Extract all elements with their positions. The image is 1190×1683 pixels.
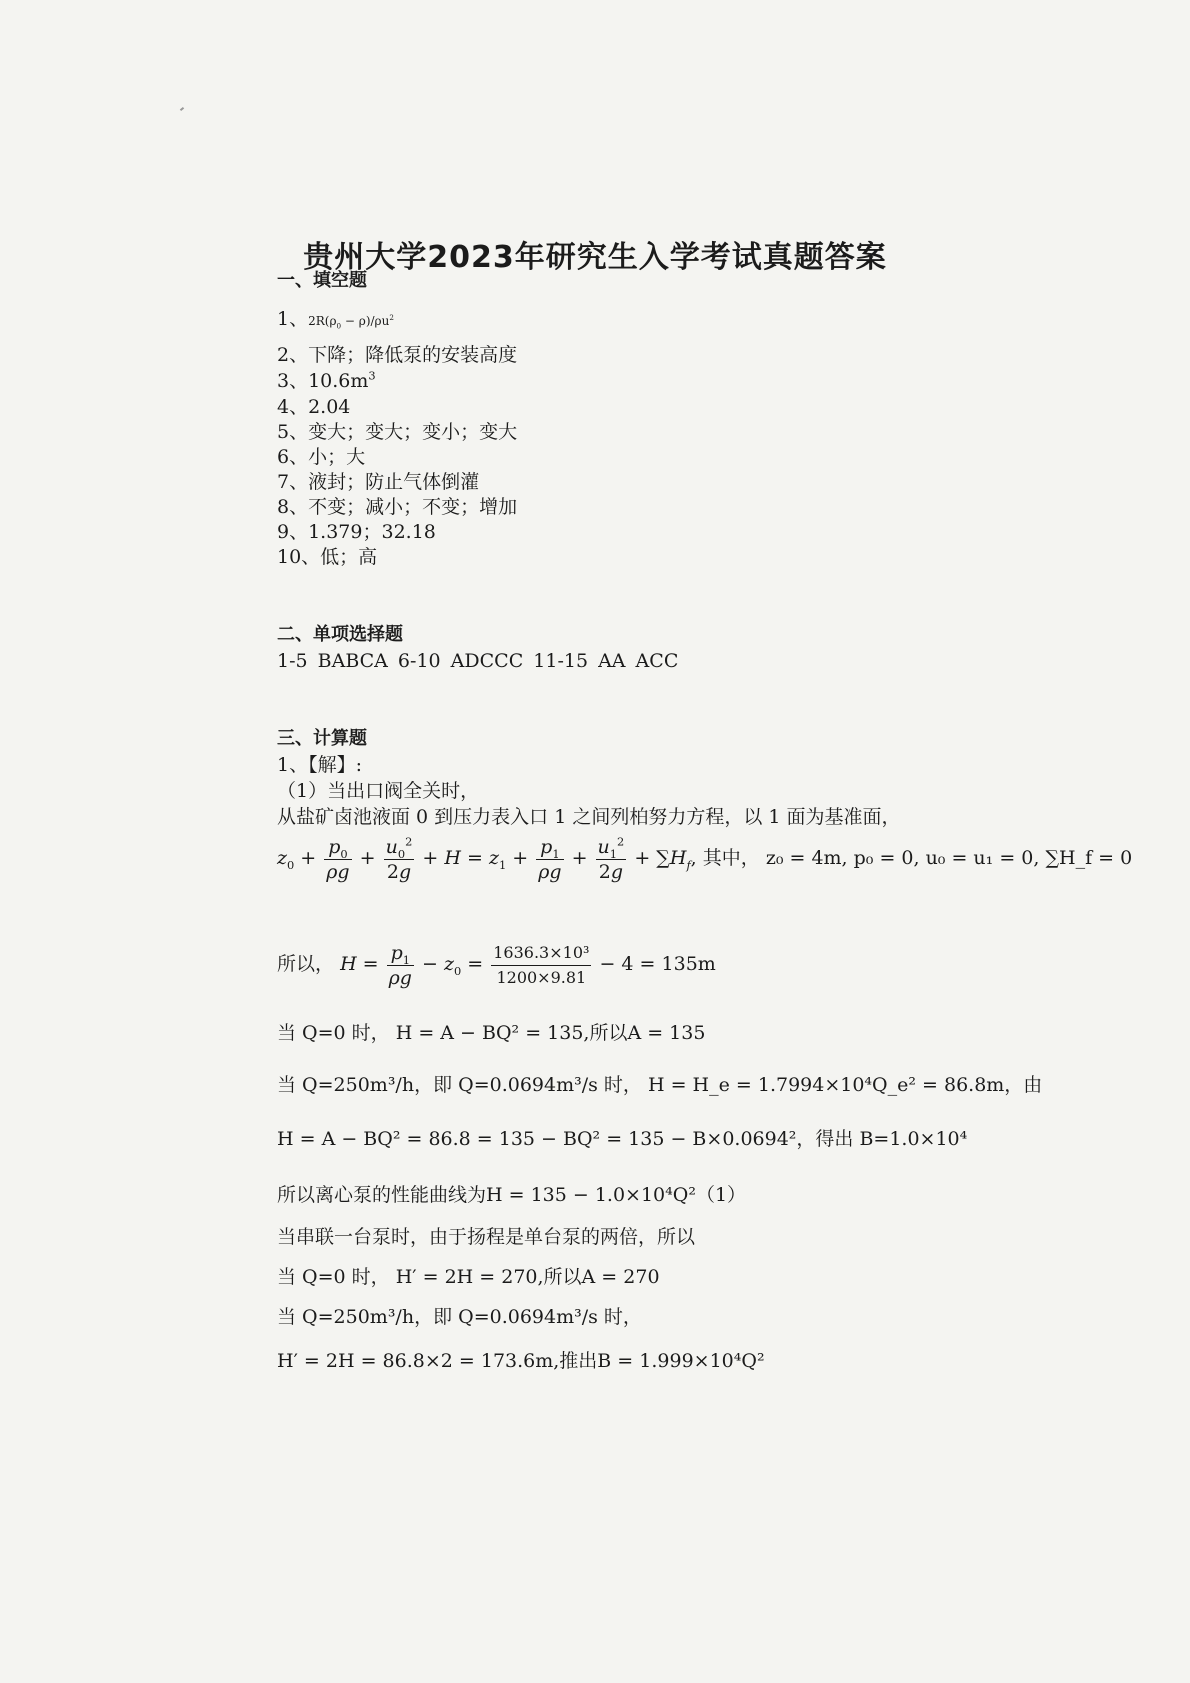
line-q0: 当 Q=0 时， H = A − BQ² = 135,所以A = 135 bbox=[277, 1022, 706, 1044]
head-calculation: 所以， H = $\frac{p_1}{\rho g}$ − $z_0$ = $\frac{\text{1636.3×10³}}{1200\times 9.81}$ − 4 = 135m bbox=[277, 941, 716, 989]
bernoulli-conditions: z₀ = 4m, p₀ = 0, u₀ = u₁ = 0, ∑H_f = 0 bbox=[765, 847, 1133, 869]
fill-item-1: 1、$2R(\rho_0 - \rho)/\rho u^2$ bbox=[277, 308, 394, 331]
line-solve-B: H = A − BQ² = 86.8 = 135 − BQ² = 135 − B×0.0694²，得出 B=1.0×10⁴ bbox=[277, 1128, 968, 1150]
head-result: − 4 = 135m bbox=[599, 953, 716, 975]
part-1-text: （1）当出口阀全关时， bbox=[277, 780, 480, 802]
eq-where-label: 其中， bbox=[702, 847, 760, 869]
line-q250-series: 当 Q=250m³/h，即 Q=0.0694m³/s 时， bbox=[277, 1306, 642, 1328]
head-numerator: 1636.3×10³ bbox=[491, 941, 591, 966]
page-title: 贵州大学2023年研究生入学考试真题答案 bbox=[303, 240, 887, 275]
so-prefix: 所以， bbox=[277, 953, 335, 975]
bernoulli-equation: $z_0$ + $\frac{p_0}{\rho g}$ + $\frac{u_0^2}{2g}$ + $H = z_1$ + $\frac{p_1}{\rho g}$ + $\frac{u_1^2}{2g}$ + $\sum H_f$, 其中， z₀ = 4m, p₀ = 0, u₀ = u₁ = 0, ∑H_f = 0 bbox=[277, 834, 1133, 883]
fill-item-2: 2、下降；降低泵的安装高度 bbox=[277, 344, 518, 366]
line-q250-condition: 当 Q=250m³/h，即 Q=0.0694m³/s 时， bbox=[277, 1074, 642, 1096]
head-denominator: 1200×9.81 bbox=[496, 967, 587, 987]
fill-item-10: 10、低；高 bbox=[277, 546, 378, 568]
section-heading-single-choice: 二、单项选择题 bbox=[277, 624, 403, 645]
line-q250 bbox=[277, 1072, 1042, 1098]
fill-item-4: 4、2.04 bbox=[277, 396, 351, 418]
line-q250-head: H = H_e = 1.7994×10⁴Q_e² = 86.8m，由 bbox=[647, 1074, 1043, 1096]
fill-item-9: 9、1.379；32.18 bbox=[277, 521, 436, 543]
section-heading-fill-blank: 一、填空题 bbox=[277, 270, 367, 291]
line-series-result: H′ = 2H = 86.8×2 = 173.6m,推出B = 1.999×10⁴Q² bbox=[277, 1350, 765, 1372]
line-q0-series: 当 Q=0 时， H′ = 2H = 270,所以A = 270 bbox=[277, 1266, 660, 1288]
fill-item-7: 7、液封；防止气体倒灌 bbox=[277, 471, 480, 493]
fill-item-5: 5、变大；变大；变小；变大 bbox=[277, 421, 518, 443]
line-pump-curve: 所以离心泵的性能曲线为H = 135 − 1.0×10⁴Q²（1） bbox=[277, 1184, 747, 1206]
section-heading-calculation: 三、计算题 bbox=[277, 728, 367, 749]
line-series-pump: 当串联一台泵时，由于扬程是单台泵的两倍，所以 bbox=[277, 1226, 696, 1248]
fill-item-8: 8、不变；减小；不变；增加 bbox=[277, 496, 518, 518]
scan-speck bbox=[180, 107, 184, 111]
fill-item-3: 3、$10.6m^3$ bbox=[277, 368, 376, 392]
question-1-label: 1、【解】: bbox=[277, 754, 362, 776]
fill-item-6: 6、小；大 bbox=[277, 446, 366, 468]
bernoulli-intro: 从盐矿卤池液面 0 到压力表入口 1 之间列柏努力方程，以 1 面为基准面， bbox=[277, 806, 901, 828]
choice-answers: 1-5 BABCA 6-10 ADCCC 11-15 AA ACC bbox=[277, 650, 679, 672]
